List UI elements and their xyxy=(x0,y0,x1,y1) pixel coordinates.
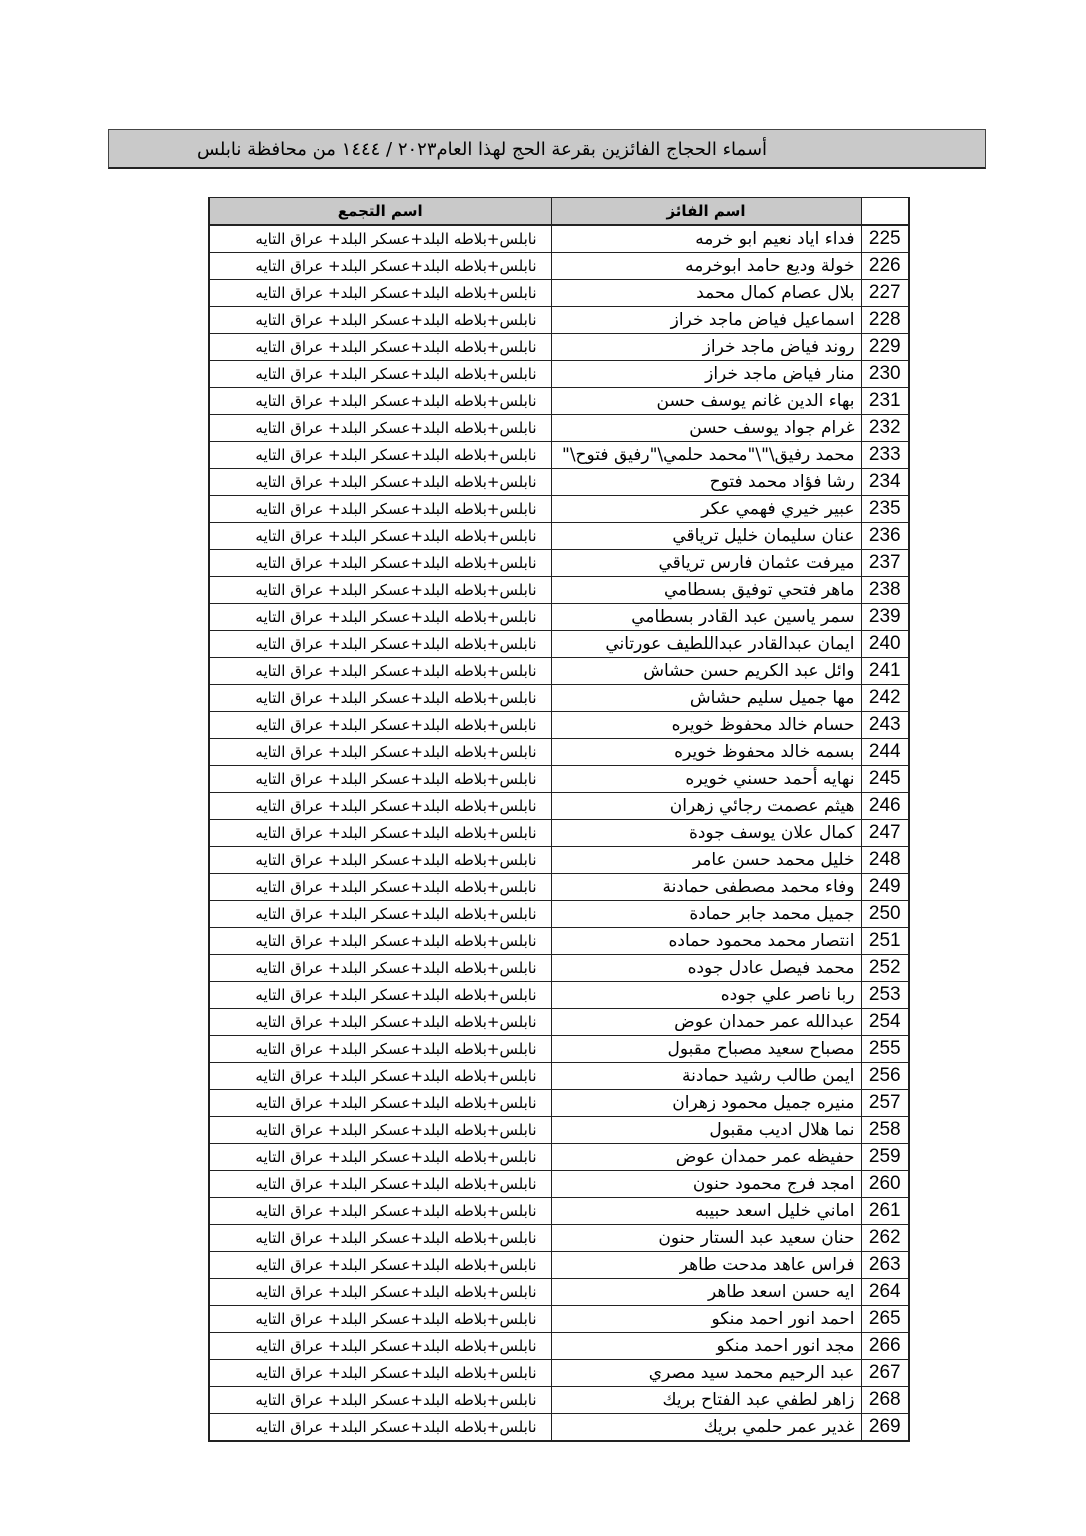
group-name: نابلس+بلاطه البلد+عسكر البلد+ عراق التايه xyxy=(209,469,551,496)
winner-name: زاهر لطفي عبد الفتاح بريك xyxy=(551,1387,861,1414)
winner-name: حسام خالد محفوظ خويره xyxy=(551,712,861,739)
winner-name: فراس عاهد مدحت طاهر xyxy=(551,1252,861,1279)
group-name: نابلس+بلاطه البلد+عسكر البلد+ عراق التايه xyxy=(209,1360,551,1387)
group-name: نابلس+بلاطه البلد+عسكر البلد+ عراق التايه xyxy=(209,523,551,550)
winner-name: ربا ناصر علي جوده xyxy=(551,982,861,1009)
winner-name: عنان سليمان خليل ترياقي xyxy=(551,523,861,550)
group-name: نابلس+بلاطه البلد+عسكر البلد+ عراق التايه xyxy=(209,1117,551,1144)
group-name: نابلس+بلاطه البلد+عسكر البلد+ عراق التايه xyxy=(209,685,551,712)
winner-name: كمال علان يوسف جودة xyxy=(551,820,861,847)
group-name: نابلس+بلاطه البلد+عسكر البلد+ عراق التايه xyxy=(209,820,551,847)
group-name: نابلس+بلاطه البلد+عسكر البلد+ عراق التايه xyxy=(209,1063,551,1090)
group-name: نابلس+بلاطه البلد+عسكر البلد+ عراق التايه xyxy=(209,793,551,820)
row-number: 254 xyxy=(861,1009,909,1036)
header-group-name: اسم التجمع xyxy=(209,198,551,226)
row-number: 249 xyxy=(861,874,909,901)
winner-name: مها جميل سليم حشاش xyxy=(551,685,861,712)
group-name: نابلس+بلاطه البلد+عسكر البلد+ عراق التايه xyxy=(209,1171,551,1198)
table-row xyxy=(209,901,909,928)
row-number: 226 xyxy=(861,253,909,280)
row-number: 240 xyxy=(861,631,909,658)
row-number: 259 xyxy=(861,1144,909,1171)
document-title: أسماء الحجاج الفائزين بقرعة الحج لهذا العام٢٠٢٣ / ١٤٤٤ من محافظة نابلس xyxy=(196,139,768,160)
table-row xyxy=(209,820,909,847)
table-row xyxy=(209,1198,909,1225)
row-number: 245 xyxy=(861,766,909,793)
group-name: نابلس+بلاطه البلد+عسكر البلد+ عراق التايه xyxy=(209,1333,551,1360)
group-name: نابلس+بلاطه البلد+عسكر البلد+ عراق التايه xyxy=(209,1009,551,1036)
row-number: 229 xyxy=(861,334,909,361)
table-row xyxy=(209,1360,909,1387)
group-name: نابلس+بلاطه البلد+عسكر البلد+ عراق التايه xyxy=(209,1414,551,1442)
table-body xyxy=(209,225,909,1441)
group-name: نابلس+بلاطه البلد+عسكر البلد+ عراق التايه xyxy=(209,604,551,631)
winner-name: وائل عبد الكريم حسن حشاش xyxy=(551,658,861,685)
group-name: نابلس+بلاطه البلد+عسكر البلد+ عراق التايه xyxy=(209,1387,551,1414)
row-number: 251 xyxy=(861,928,909,955)
winner-name: حنان سعيد عبد الستار حنون xyxy=(551,1225,861,1252)
winner-name: روند فياض ماجد خراز xyxy=(551,334,861,361)
table-row xyxy=(209,604,909,631)
winner-name: منار فياض ماجد خراز xyxy=(551,361,861,388)
group-name: نابلس+بلاطه البلد+عسكر البلد+ عراق التايه xyxy=(209,415,551,442)
group-name: نابلس+بلاطه البلد+عسكر البلد+ عراق التايه xyxy=(209,658,551,685)
row-number: 236 xyxy=(861,523,909,550)
winner-name: غدير عمر حلمي بريك xyxy=(551,1414,861,1442)
winner-name: احمد انور احمد منكو xyxy=(551,1306,861,1333)
winner-name: اماني خليل اسعد حبيبه xyxy=(551,1198,861,1225)
table-row xyxy=(209,739,909,766)
group-name: نابلس+بلاطه البلد+عسكر البلد+ عراق التايه xyxy=(209,253,551,280)
group-name: نابلس+بلاطه البلد+عسكر البلد+ عراق التايه xyxy=(209,631,551,658)
winner-name: وفاء محمد مصطفى حمادنة xyxy=(551,874,861,901)
row-number: 268 xyxy=(861,1387,909,1414)
table-row xyxy=(209,496,909,523)
header-winner-name: اسم الفائز xyxy=(551,198,861,226)
row-number: 265 xyxy=(861,1306,909,1333)
row-number: 246 xyxy=(861,793,909,820)
group-name: نابلس+بلاطه البلد+عسكر البلد+ عراق التايه xyxy=(209,1036,551,1063)
row-number: 241 xyxy=(861,658,909,685)
table-row xyxy=(209,307,909,334)
row-number: 231 xyxy=(861,388,909,415)
table-row xyxy=(209,712,909,739)
row-number: 253 xyxy=(861,982,909,1009)
table-row xyxy=(209,1279,909,1306)
row-number: 250 xyxy=(861,901,909,928)
winner-name: بلال عصام كمال محمد xyxy=(551,280,861,307)
group-name: نابلس+بلاطه البلد+عسكر البلد+ عراق التايه xyxy=(209,712,551,739)
winner-name: عبدالله عمر حمدان عوض xyxy=(551,1009,861,1036)
group-name: نابلس+بلاطه البلد+عسكر البلد+ عراق التايه xyxy=(209,847,551,874)
table-row xyxy=(209,685,909,712)
row-number: 230 xyxy=(861,361,909,388)
winner-name: عبد الرحيم محمد سيد مصري xyxy=(551,1360,861,1387)
table-row xyxy=(209,469,909,496)
group-name: نابلس+بلاطه البلد+عسكر البلد+ عراق التايه xyxy=(209,874,551,901)
row-number: 242 xyxy=(861,685,909,712)
row-number: 232 xyxy=(861,415,909,442)
table-row xyxy=(209,1036,909,1063)
group-name: نابلس+بلاطه البلد+عسكر البلد+ عراق التايه xyxy=(209,739,551,766)
table-row xyxy=(209,1171,909,1198)
winner-name: انتصار محمد محمود حماده xyxy=(551,928,861,955)
row-number: 233 xyxy=(861,442,909,469)
table-row xyxy=(209,766,909,793)
row-number: 258 xyxy=(861,1117,909,1144)
group-name: نابلس+بلاطه البلد+عسكر البلد+ عراق التايه xyxy=(209,550,551,577)
winner-name: ايه حسن اسعد طاهر xyxy=(551,1279,861,1306)
table-row xyxy=(209,982,909,1009)
group-name: نابلس+بلاطه البلد+عسكر البلد+ عراق التايه xyxy=(209,1090,551,1117)
group-name: نابلس+بلاطه البلد+عسكر البلد+ عراق التايه xyxy=(209,388,551,415)
winners-table xyxy=(208,197,910,1442)
table-row xyxy=(209,955,909,982)
group-name: نابلس+بلاطه البلد+عسكر البلد+ عراق التايه xyxy=(209,982,551,1009)
row-number: 269 xyxy=(861,1414,909,1442)
group-name: نابلس+بلاطه البلد+عسكر البلد+ عراق التايه xyxy=(209,1306,551,1333)
winner-name: ميرفت عثمان فارس ترياقي xyxy=(551,550,861,577)
winner-name: ايمن طالب رشيد حمادنة xyxy=(551,1063,861,1090)
group-name: نابلس+بلاطه البلد+عسكر البلد+ عراق التايه xyxy=(209,577,551,604)
table-row xyxy=(209,1009,909,1036)
winner-name: نهايه أحمد حسني خويره xyxy=(551,766,861,793)
winner-name: رشا فؤاد محمد فتوح xyxy=(551,469,861,496)
row-number: 261 xyxy=(861,1198,909,1225)
row-number: 243 xyxy=(861,712,909,739)
group-name: نابلس+بلاطه البلد+عسكر البلد+ عراق التايه xyxy=(209,225,551,253)
group-name: نابلس+بلاطه البلد+عسكر البلد+ عراق التايه xyxy=(209,766,551,793)
table-row xyxy=(209,550,909,577)
group-name: نابلس+بلاطه البلد+عسكر البلد+ عراق التايه xyxy=(209,307,551,334)
row-number: 227 xyxy=(861,280,909,307)
row-number: 238 xyxy=(861,577,909,604)
group-name: نابلس+بلاطه البلد+عسكر البلد+ عراق التايه xyxy=(209,1252,551,1279)
row-number: 267 xyxy=(861,1360,909,1387)
table-row xyxy=(209,1387,909,1414)
winners-table-container xyxy=(208,197,908,1442)
table-row xyxy=(209,415,909,442)
row-number: 266 xyxy=(861,1333,909,1360)
table-header-row xyxy=(209,198,909,226)
group-name: نابلس+بلاطه البلد+عسكر البلد+ عراق التايه xyxy=(209,280,551,307)
winner-name: نما هلال اديب مقبول xyxy=(551,1117,861,1144)
row-number: 225 xyxy=(861,225,909,253)
table-row xyxy=(209,1090,909,1117)
table-row xyxy=(209,1117,909,1144)
winner-name: محمد رفيق\"\"محمد حلمي\"رفيق فتوح\" xyxy=(551,442,861,469)
table-row xyxy=(209,658,909,685)
table-row xyxy=(209,631,909,658)
row-number: 263 xyxy=(861,1252,909,1279)
winner-name: عبير خيري فهمي عكر xyxy=(551,496,861,523)
row-number: 252 xyxy=(861,955,909,982)
group-name: نابلس+بلاطه البلد+عسكر البلد+ عراق التايه xyxy=(209,361,551,388)
winner-name: سمر ياسين عبد القادر بسطامي xyxy=(551,604,861,631)
table-row xyxy=(209,928,909,955)
group-name: نابلس+بلاطه البلد+عسكر البلد+ عراق التايه xyxy=(209,1279,551,1306)
table-row xyxy=(209,1225,909,1252)
group-name: نابلس+بلاطه البلد+عسكر البلد+ عراق التايه xyxy=(209,496,551,523)
table-row xyxy=(209,1144,909,1171)
group-name: نابلس+بلاطه البلد+عسكر البلد+ عراق التايه xyxy=(209,955,551,982)
table-row xyxy=(209,577,909,604)
group-name: نابلس+بلاطه البلد+عسكر البلد+ عراق التايه xyxy=(209,1198,551,1225)
table-row xyxy=(209,253,909,280)
winner-name: خولة وديع حامد ابوخرمه xyxy=(551,253,861,280)
table-row xyxy=(209,225,909,253)
group-name: نابلس+بلاطه البلد+عسكر البلد+ عراق التايه xyxy=(209,442,551,469)
table-row xyxy=(209,1333,909,1360)
winner-name: امجد فرج محمود حنون xyxy=(551,1171,861,1198)
table-row xyxy=(209,1414,909,1442)
row-number: 235 xyxy=(861,496,909,523)
table-row xyxy=(209,334,909,361)
table-row xyxy=(209,280,909,307)
row-number: 234 xyxy=(861,469,909,496)
group-name: نابلس+بلاطه البلد+عسكر البلد+ عراق التايه xyxy=(209,901,551,928)
winner-name: ماهر فتحي توفيق بسطامي xyxy=(551,577,861,604)
group-name: نابلس+بلاطه البلد+عسكر البلد+ عراق التايه xyxy=(209,1225,551,1252)
winner-name: هيثم عصمت رجائي زهران xyxy=(551,793,861,820)
winner-name: جميل محمد جابر حمادة xyxy=(551,901,861,928)
row-number: 260 xyxy=(861,1171,909,1198)
row-number: 248 xyxy=(861,847,909,874)
winner-name: خليل محمد حسن عامر xyxy=(551,847,861,874)
group-name: نابلس+بلاطه البلد+عسكر البلد+ عراق التايه xyxy=(209,334,551,361)
winner-name: ايمان عبدالقادر عبداللطيف عورتاني xyxy=(551,631,861,658)
row-number: 244 xyxy=(861,739,909,766)
table-row xyxy=(209,388,909,415)
winner-name: اسماعيل فياض ماجد خراز xyxy=(551,307,861,334)
winner-name: فداء اياد نعيم ابو خرمه xyxy=(551,225,861,253)
winner-name: مصباح سعيد مصباح مقبول xyxy=(551,1036,861,1063)
document-title-bar xyxy=(108,129,986,169)
table-row xyxy=(209,442,909,469)
row-number: 264 xyxy=(861,1279,909,1306)
row-number: 262 xyxy=(861,1225,909,1252)
row-number: 257 xyxy=(861,1090,909,1117)
winner-name: محمد فيصل عادل جوده xyxy=(551,955,861,982)
winner-name: منيره جميل محمود زهران xyxy=(551,1090,861,1117)
table-row xyxy=(209,793,909,820)
winner-name: حفيظه عمر حمدان عوض xyxy=(551,1144,861,1171)
table-row xyxy=(209,847,909,874)
row-number: 247 xyxy=(861,820,909,847)
table-row xyxy=(209,874,909,901)
winner-name: مجد انور احمد منكو xyxy=(551,1333,861,1360)
row-number: 228 xyxy=(861,307,909,334)
group-name: نابلس+بلاطه البلد+عسكر البلد+ عراق التايه xyxy=(209,1144,551,1171)
group-name: نابلس+بلاطه البلد+عسكر البلد+ عراق التايه xyxy=(209,928,551,955)
table-row xyxy=(209,1252,909,1279)
row-number: 255 xyxy=(861,1036,909,1063)
table-row xyxy=(209,361,909,388)
winner-name: بهاء الدين غانم يوسف حسن xyxy=(551,388,861,415)
table-row xyxy=(209,523,909,550)
winner-name: غرام جواد يوسف حسن xyxy=(551,415,861,442)
winner-name: بسمه خالد محفوظ خويره xyxy=(551,739,861,766)
header-number xyxy=(861,198,909,226)
table-row xyxy=(209,1306,909,1333)
row-number: 239 xyxy=(861,604,909,631)
row-number: 256 xyxy=(861,1063,909,1090)
row-number: 237 xyxy=(861,550,909,577)
table-row xyxy=(209,1063,909,1090)
